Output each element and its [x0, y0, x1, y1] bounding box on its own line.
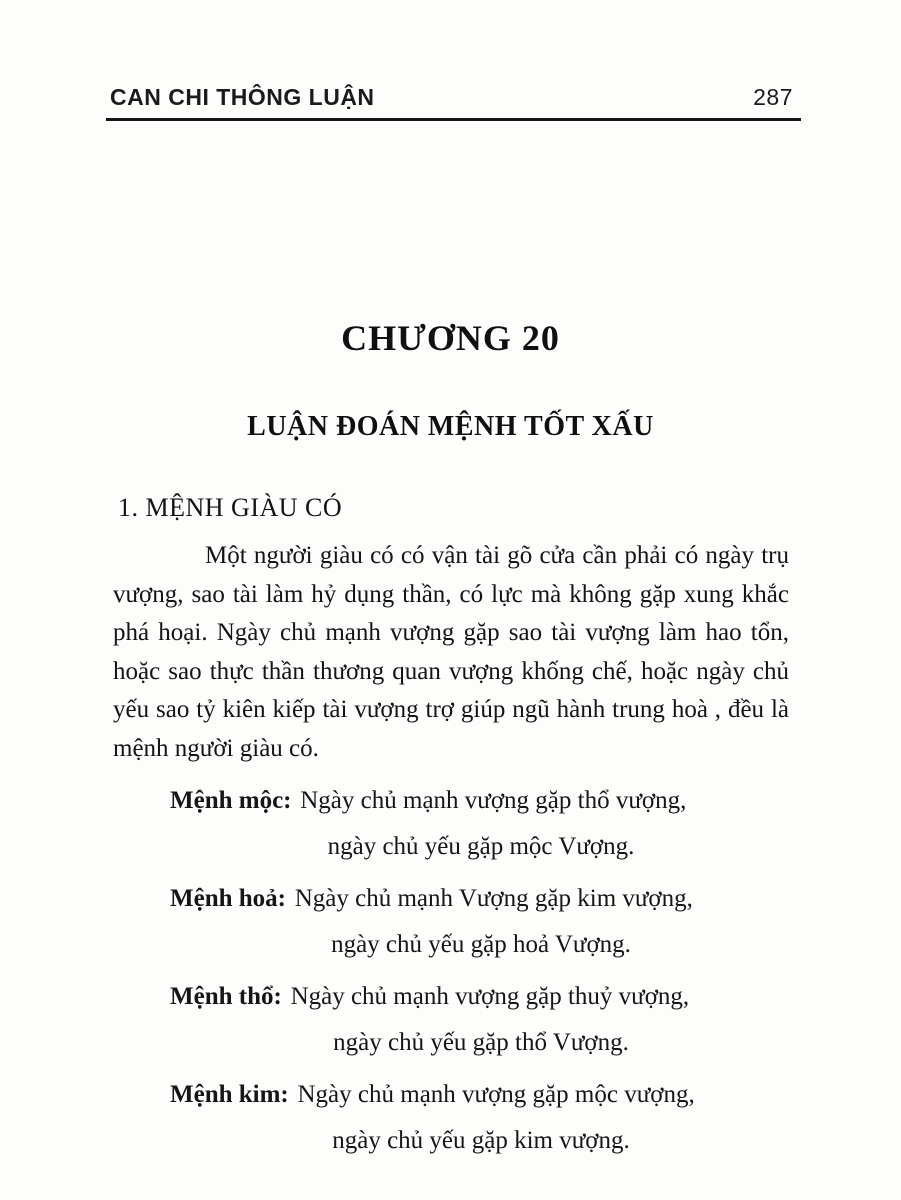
- list-item: [113, 1072, 789, 1163]
- running-title: CAN CHI THÔNG LUẬN: [110, 84, 375, 110]
- list-item-line2: ngày chủ yếu gặp thổ Vượng.: [333, 1029, 629, 1056]
- body-paragraph: Một người giàu có có vận tài gõ cửa cần phải có ngày trụ vượng, sao tài làm hỷ dụng thần, có lực mà không gặp xung khắc phá hoại. Ngày chủ mạnh vượng gặp sao tài vượng làm hao tổn, hoặc sao thực thần thương quan vượng khống chế, hoặc ngày chủ yếu sao tỷ kiên kiếp tài vượng trợ giúp ngũ hành trung hoà , đều là mệnh người giàu có.: [113, 542, 789, 762]
- list-item-line2: ngày chủ yếu gặp kim vượng.: [332, 1127, 630, 1154]
- list-item-text: Ngày chủ mạnh vượng gặp thuỷ vượng,: [290, 983, 690, 1010]
- list-item-text: Ngày chủ mạnh vượng gặp thổ vượng,: [300, 787, 687, 814]
- chapter-subtitle: LUẬN ĐOÁN MỆNH TỐT XẤU: [247, 411, 654, 442]
- section-heading: 1. MỆNH GIÀU CÓ: [118, 493, 343, 522]
- list-item-line1: [170, 778, 789, 824]
- list-item: [113, 974, 789, 1065]
- list-item-line1: [170, 1072, 789, 1118]
- list-item-text: Ngày chủ mạnh Vượng gặp kim vượng,: [294, 885, 693, 912]
- chapter-title: CHƯƠNG 20: [341, 318, 560, 358]
- header-divider: [106, 118, 801, 121]
- list-item-label: Mệnh mộc:: [170, 787, 292, 814]
- page-header: [110, 84, 793, 111]
- list-item-label: Mệnh thổ:: [170, 983, 282, 1010]
- list-item-line2: ngày chủ yếu gặp hoả Vượng.: [331, 931, 631, 958]
- list-item-label: Mệnh kim:: [170, 1081, 289, 1108]
- list-item-line1: [170, 876, 789, 922]
- page-number: 287: [753, 84, 793, 110]
- destiny-list: [113, 778, 789, 1163]
- list-item-line1: [170, 974, 789, 1020]
- list-item-text: Ngày chủ mạnh vượng gặp mộc vượng,: [297, 1081, 695, 1108]
- list-item: [113, 876, 789, 967]
- list-item-line2: ngày chủ yếu gặp mộc Vượng.: [327, 833, 635, 860]
- list-item-label: Mệnh hoả:: [170, 885, 286, 912]
- list-item: [113, 778, 789, 869]
